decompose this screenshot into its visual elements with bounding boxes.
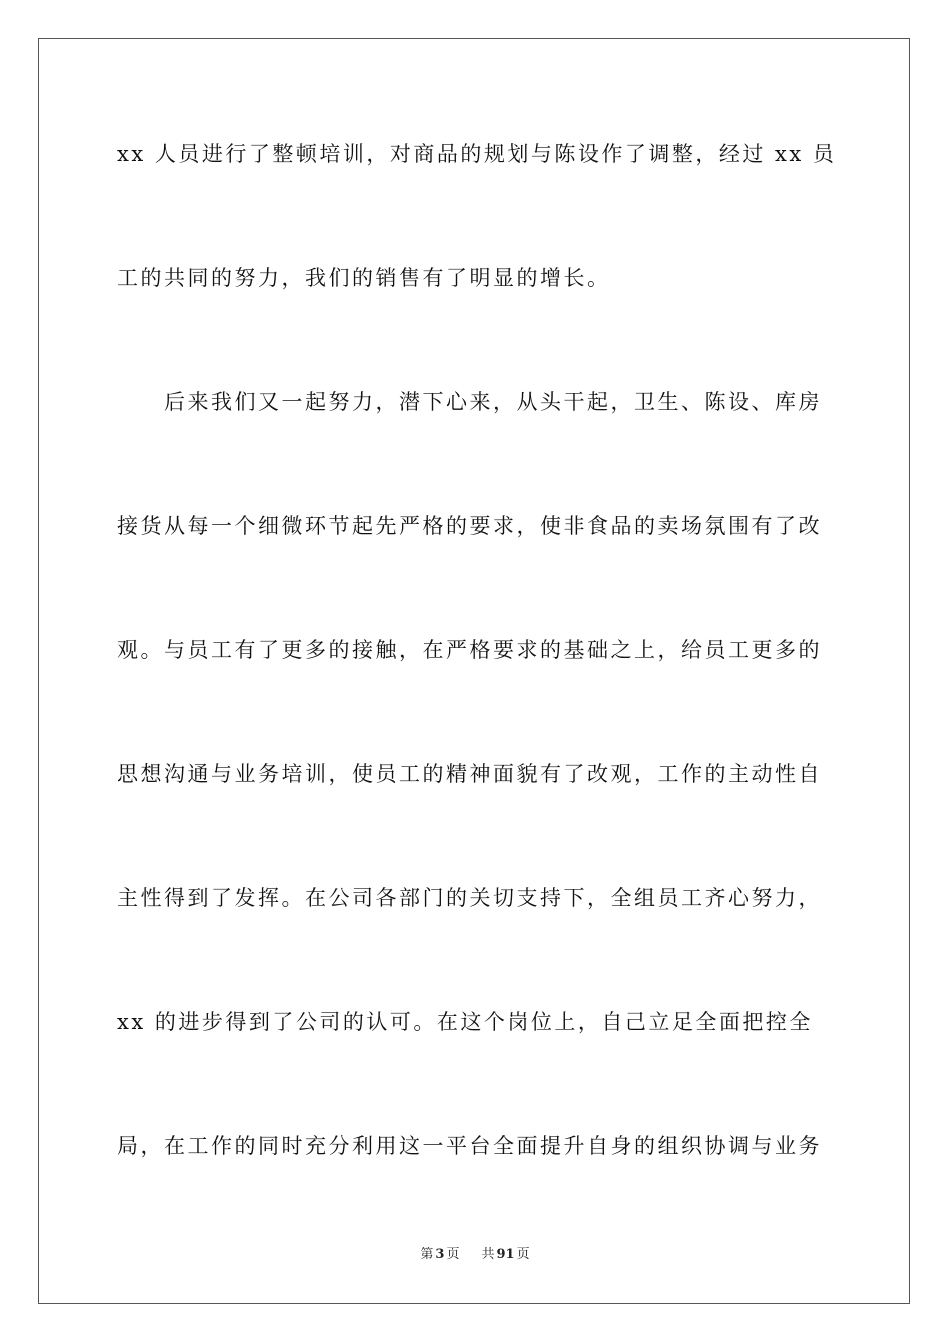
body-text-line: 接货从每一个细微环节起先严格的要求，使非食品的卖场氛围有了改 [117,514,822,538]
body-text-line-indented: 后来我们又一起努力，潜下心来，从头干起，卫生、陈设、库房 [164,390,822,414]
total-suffix: 页 [516,1247,530,1262]
total-pages: 91 [496,1247,515,1262]
body-text-line: 观。与员工有了更多的接触，在严格要求的基础之上，给员工更多的 [117,638,822,662]
page-footer [0,1246,950,1264]
total-prefix: 共 [481,1247,495,1262]
page-prefix: 第 [420,1247,434,1262]
page-suffix: 页 [446,1247,460,1262]
body-text-line: xx 人员进行了整顿培训，对商品的规划与陈设作了调整，经过 xx 员 [117,142,837,166]
body-text-line: xx 的进步得到了公司的认可。在这个岗位上，自己立足全面把控全 [117,1010,813,1034]
body-text-line: 工的共同的努力，我们的销售有了明显的增长。 [117,266,611,290]
page-number: 3 [435,1247,445,1262]
body-text-line: 主性得到了发挥。在公司各部门的关切支持下，全组员工齐心努力， [117,886,822,910]
body-text-line: 局，在工作的同时充分利用这一平台全面提升自身的组织协调与业务 [117,1134,822,1158]
body-text-line: 思想沟通与业务培训，使员工的精神面貌有了改观，工作的主动性自 [117,762,822,786]
page-border [38,38,910,1304]
